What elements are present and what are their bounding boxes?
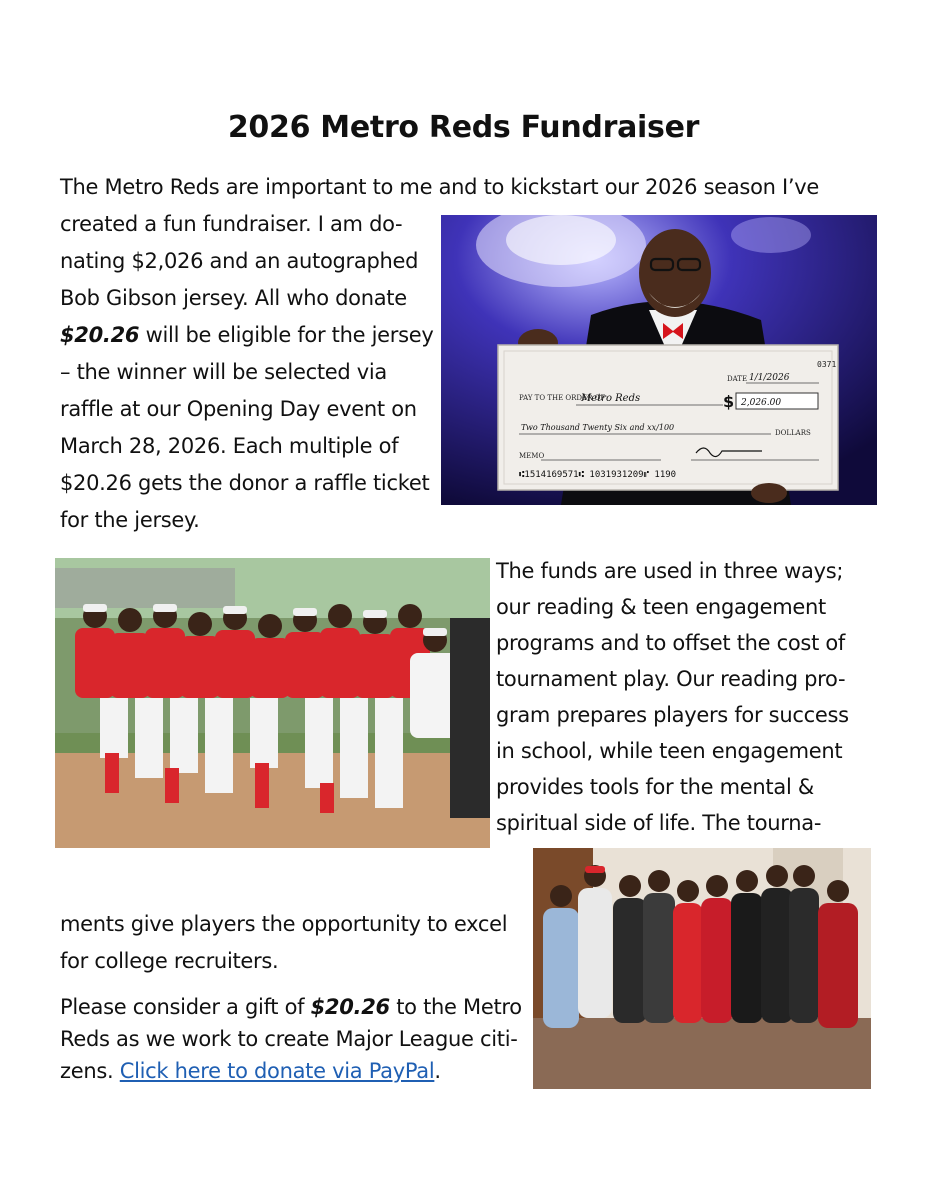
check-presentation-photo: [441, 215, 877, 505]
check-written-amount: Two Thousand Twenty Six and xx/100: [521, 423, 675, 432]
funds-line: provides tools for the mental &: [496, 775, 814, 799]
check-payee: Metro Reds: [581, 393, 641, 404]
team-photo: [55, 558, 490, 848]
funds-line: ments give players the opportunity to excel: [60, 912, 508, 936]
paypal-donate-link[interactable]: Click here to donate via PayPal: [119, 1059, 435, 1083]
check-date-label: DATE: [727, 375, 748, 383]
closing-line: [60, 1053, 441, 1090]
intro-line: The Metro Reds are important to me and to kickstart our 2026 season I’ve: [60, 175, 820, 199]
check-pay-label: PAY TO THE ORDER OF: [519, 394, 606, 402]
funds-line: for college recruiters.: [60, 949, 279, 973]
intro-line: Bob Gibson jersey. All who donate: [60, 286, 407, 310]
svg-text:$: $: [723, 392, 735, 411]
closing-after: to the Metro: [389, 995, 522, 1019]
check-micr: ⑆1514169571⑆ 1031931209⑈ 1190: [519, 470, 677, 480]
intro-line: – the winner will be selected via: [60, 360, 388, 384]
check-amount: 2,026.00: [741, 398, 782, 408]
closing-prefix: zens.: [60, 1059, 120, 1083]
check-number: 0371: [817, 360, 837, 369]
check-dollars-label: DOLLARS: [775, 429, 811, 437]
donate-after: will be eligible for the jersey: [139, 323, 434, 347]
funds-line: The funds are used in three ways;: [496, 559, 844, 583]
funds-line: tournament play. Our reading pro-: [496, 667, 846, 691]
closing-amount: $20.26: [310, 995, 390, 1019]
donate-amount: $20.26: [60, 323, 140, 347]
funds-line: our reading & teen engagement: [496, 595, 826, 619]
group-photo: [533, 848, 871, 1089]
funds-line: programs and to offset the cost of: [496, 631, 846, 655]
intro-line: raffle at our Opening Day event on: [60, 397, 417, 421]
intro-line: nating $2,026 and an autographed: [60, 249, 419, 273]
funds-line: in school, while teen engagement: [496, 739, 843, 763]
closing-before: Please consider a gift of: [60, 995, 311, 1019]
closing-suffix: .: [434, 1059, 441, 1083]
intro-line: [60, 317, 433, 354]
page-title: 2026 Metro Reds Fundraiser: [227, 110, 700, 145]
intro-line: created a fun fundraiser. I am do-: [60, 212, 403, 236]
funds-line: spiritual side of life. The tourna-: [496, 811, 822, 835]
closing-line: Reds as we work to create Major League citi-: [60, 1027, 518, 1051]
intro-line: for the jersey.: [60, 508, 200, 532]
intro-line: March 28, 2026. Each multiple of: [60, 434, 399, 458]
funds-line: gram prepares players for success: [496, 703, 849, 727]
intro-line: $20.26 gets the donor a raffle ticket: [60, 471, 430, 495]
check-image: [498, 345, 838, 490]
check-date: 1/1/2026: [749, 373, 790, 383]
check-memo-label: MEMO: [519, 452, 545, 460]
